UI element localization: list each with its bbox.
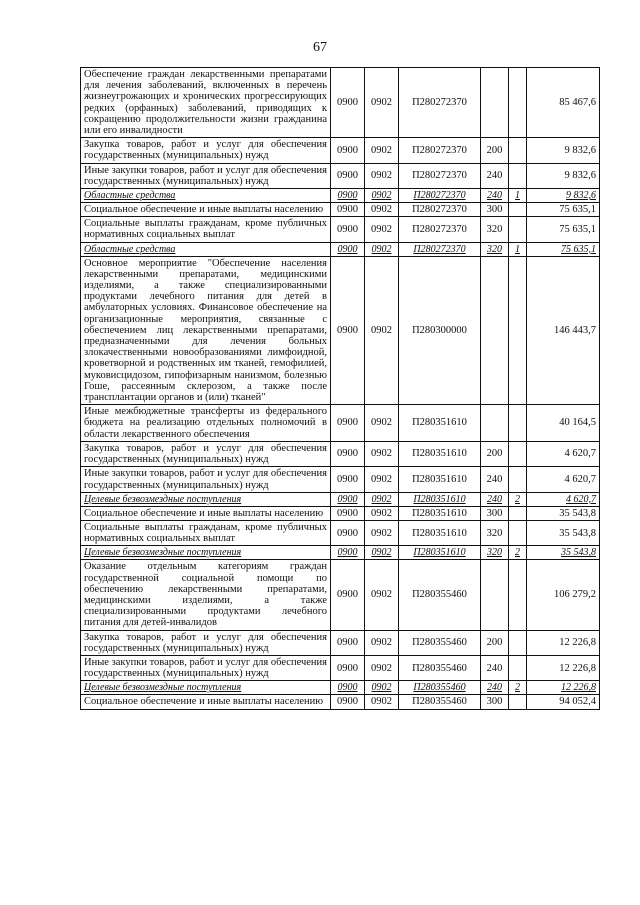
expense-type-code [481, 560, 509, 630]
expense-type-code: 200 [481, 138, 509, 163]
target-article-code: П280351610 [399, 506, 481, 520]
subsection-code: 0902 [365, 163, 399, 188]
amount: 75 635,1 [527, 242, 600, 256]
target-article-code: П280272370 [399, 163, 481, 188]
target-article-code: П280300000 [399, 256, 481, 405]
target-article-code: П280272370 [399, 68, 481, 138]
target-article-code: П280351610 [399, 546, 481, 560]
subsection-code: 0902 [365, 217, 399, 242]
funding-source-code [509, 695, 527, 709]
row-description: Иные закупки товаров, работ и услуг для обеспечения государственных (муниципальных) нужд [81, 655, 331, 680]
amount: 9 832,6 [527, 163, 600, 188]
subsection-code: 0902 [365, 68, 399, 138]
funding-source-code [509, 467, 527, 492]
expense-type-code: 240 [481, 655, 509, 680]
page-number: 67 [313, 40, 327, 55]
row-description: Иные закупки товаров, работ и услуг для обеспечения государственных (муниципальных) нужд [81, 163, 331, 188]
target-article-code: П280355460 [399, 655, 481, 680]
target-article-code: П280351610 [399, 492, 481, 506]
target-article-code: П280355460 [399, 695, 481, 709]
subsection-code: 0902 [365, 467, 399, 492]
table-row [81, 655, 600, 680]
row-description: Целевые безвозмездные поступления [81, 681, 331, 695]
row-description: Обеспечение граждан лекарственными препаратами для лечения заболеваний, включенных в перечень жизнеугрожающих и хронических прогрессирующих редких (орфанных) заболеваний, приводящих к сокращению продолжительности жизни гражданина или его инвалидности [81, 68, 331, 138]
section-code: 0900 [331, 163, 365, 188]
funding-source-code [509, 560, 527, 630]
expense-type-code: 320 [481, 546, 509, 560]
table-row [81, 138, 600, 163]
funding-source-row [81, 546, 600, 560]
target-article-code: П280351610 [399, 405, 481, 442]
expense-type-code: 300 [481, 203, 509, 217]
section-code: 0900 [331, 217, 365, 242]
funding-source-code: 1 [509, 189, 527, 203]
row-description: Социальное обеспечение и иные выплаты населению [81, 695, 331, 709]
expense-type-code: 240 [481, 189, 509, 203]
amount: 4 620,7 [527, 441, 600, 466]
expense-type-code [481, 405, 509, 442]
table-row [81, 630, 600, 655]
target-article-code: П280355460 [399, 630, 481, 655]
section-code: 0900 [331, 242, 365, 256]
expense-type-code: 200 [481, 630, 509, 655]
row-description: Социальное обеспечение и иные выплаты населению [81, 506, 331, 520]
subsection-code: 0902 [365, 655, 399, 680]
amount: 106 279,2 [527, 560, 600, 630]
expense-type-code: 320 [481, 242, 509, 256]
section-code: 0900 [331, 695, 365, 709]
row-description: Областные средства [81, 189, 331, 203]
amount: 75 635,1 [527, 217, 600, 242]
funding-source-code [509, 520, 527, 545]
section-code: 0900 [331, 256, 365, 405]
amount: 35 543,8 [527, 546, 600, 560]
amount: 40 164,5 [527, 405, 600, 442]
table-row [81, 405, 600, 442]
expense-type-code: 240 [481, 467, 509, 492]
table-row [81, 163, 600, 188]
target-article-code: П280272370 [399, 138, 481, 163]
row-description: Закупка товаров, работ и услуг для обеспечения государственных (муниципальных) нужд [81, 441, 331, 466]
target-article-code: П280272370 [399, 242, 481, 256]
expense-type-code: 300 [481, 506, 509, 520]
amount: 94 052,4 [527, 695, 600, 709]
funding-source-code: 1 [509, 242, 527, 256]
table-row [81, 520, 600, 545]
expense-type-code: 240 [481, 492, 509, 506]
row-description: Иные межбюджетные трансферты из федерального бюджета на реализацию отдельных полномочий в области лекарственного обеспечения [81, 405, 331, 442]
amount: 4 620,7 [527, 467, 600, 492]
target-article-code: П280272370 [399, 189, 481, 203]
row-description: Оказание отдельным категориям граждан государственной социальной помощи по обеспечению лекарственными препаратами, медицинскими изделиями, а также специализированными продуктами лечебного питания для детей-инвалидов [81, 560, 331, 630]
funding-source-code [509, 68, 527, 138]
funding-source-code [509, 163, 527, 188]
budget-table [80, 67, 600, 710]
amount: 75 635,1 [527, 203, 600, 217]
subsection-code: 0902 [365, 681, 399, 695]
amount: 4 620,7 [527, 492, 600, 506]
expense-type-code [481, 256, 509, 405]
target-article-code: П280351610 [399, 441, 481, 466]
table-row [81, 203, 600, 217]
target-article-code: П280355460 [399, 681, 481, 695]
amount: 146 443,7 [527, 256, 600, 405]
funding-source-code [509, 630, 527, 655]
expense-type-code: 240 [481, 681, 509, 695]
subsection-code: 0902 [365, 242, 399, 256]
expense-type-code: 320 [481, 520, 509, 545]
section-code: 0900 [331, 520, 365, 545]
expense-type-code [481, 68, 509, 138]
subsection-code: 0902 [365, 405, 399, 442]
row-description: Областные средства [81, 242, 331, 256]
table-row [81, 695, 600, 709]
table-row [81, 506, 600, 520]
subsection-code: 0902 [365, 695, 399, 709]
table-row [81, 441, 600, 466]
amount: 85 467,6 [527, 68, 600, 138]
funding-source-row [81, 681, 600, 695]
subsection-code: 0902 [365, 492, 399, 506]
section-code: 0900 [331, 203, 365, 217]
row-description: Социальные выплаты гражданам, кроме публичных нормативных социальных выплат [81, 217, 331, 242]
amount: 12 226,8 [527, 630, 600, 655]
expense-type-code: 300 [481, 695, 509, 709]
target-article-code: П280351610 [399, 520, 481, 545]
row-description: Основное мероприятие "Обеспечение населения лекарственными препаратами, медицинскими изделиями, а также специализированными продуктами лечебного питания для детей в амбулаторных условиях. Финансовое обеспечение на организационные мероприятия, связанные с обеспечением лиц лекарственными препаратами, предназначенными для лечения больных злокачественными новообразованиями лимфоидной, кроветворной и родственных им тканей, гемофилией, муковисцидозом, гипофизарным нанизмом, болезнью Гоше, рассеянным склерозом, а также после трансплантации органов и (или) тканей" [81, 256, 331, 405]
row-description: Социальное обеспечение и иные выплаты населению [81, 203, 331, 217]
funding-source-code [509, 655, 527, 680]
section-code: 0900 [331, 630, 365, 655]
subsection-code: 0902 [365, 203, 399, 217]
funding-source-code: 2 [509, 681, 527, 695]
funding-source-row [81, 242, 600, 256]
funding-source-code [509, 217, 527, 242]
row-description: Целевые безвозмездные поступления [81, 546, 331, 560]
subsection-code: 0902 [365, 520, 399, 545]
funding-source-code [509, 203, 527, 217]
section-code: 0900 [331, 189, 365, 203]
row-description: Закупка товаров, работ и услуг для обеспечения государственных (муниципальных) нужд [81, 630, 331, 655]
expense-type-code: 320 [481, 217, 509, 242]
target-article-code: П280272370 [399, 203, 481, 217]
amount: 12 226,8 [527, 681, 600, 695]
section-code: 0900 [331, 441, 365, 466]
target-article-code: П280355460 [399, 560, 481, 630]
funding-source-code [509, 506, 527, 520]
amount: 12 226,8 [527, 655, 600, 680]
amount: 35 543,8 [527, 520, 600, 545]
funding-source-code: 2 [509, 492, 527, 506]
subsection-code: 0902 [365, 441, 399, 466]
funding-source-code [509, 441, 527, 466]
funding-source-code [509, 405, 527, 442]
table-row [81, 217, 600, 242]
table-row [81, 68, 600, 138]
section-code: 0900 [331, 655, 365, 680]
subsection-code: 0902 [365, 546, 399, 560]
table-body [81, 68, 600, 710]
section-code: 0900 [331, 405, 365, 442]
subsection-code: 0902 [365, 138, 399, 163]
section-code: 0900 [331, 492, 365, 506]
section-code: 0900 [331, 681, 365, 695]
funding-source-row [81, 492, 600, 506]
subsection-code: 0902 [365, 506, 399, 520]
table-row [81, 560, 600, 630]
funding-source-row [81, 189, 600, 203]
table-row [81, 256, 600, 405]
section-code: 0900 [331, 546, 365, 560]
section-code: 0900 [331, 138, 365, 163]
row-description: Целевые безвозмездные поступления [81, 492, 331, 506]
section-code: 0900 [331, 506, 365, 520]
amount: 9 832,6 [527, 138, 600, 163]
row-description: Социальные выплаты гражданам, кроме публичных нормативных социальных выплат [81, 520, 331, 545]
expense-type-code: 240 [481, 163, 509, 188]
table-row [81, 467, 600, 492]
funding-source-code: 2 [509, 546, 527, 560]
subsection-code: 0902 [365, 189, 399, 203]
target-article-code: П280351610 [399, 467, 481, 492]
subsection-code: 0902 [365, 630, 399, 655]
funding-source-code [509, 138, 527, 163]
amount: 35 543,8 [527, 506, 600, 520]
amount: 9 832,6 [527, 189, 600, 203]
subsection-code: 0902 [365, 560, 399, 630]
expense-type-code: 200 [481, 441, 509, 466]
row-description: Закупка товаров, работ и услуг для обеспечения государственных (муниципальных) нужд [81, 138, 331, 163]
funding-source-code [509, 256, 527, 405]
section-code: 0900 [331, 68, 365, 138]
section-code: 0900 [331, 560, 365, 630]
subsection-code: 0902 [365, 256, 399, 405]
section-code: 0900 [331, 467, 365, 492]
row-description: Иные закупки товаров, работ и услуг для обеспечения государственных (муниципальных) нужд [81, 467, 331, 492]
target-article-code: П280272370 [399, 217, 481, 242]
